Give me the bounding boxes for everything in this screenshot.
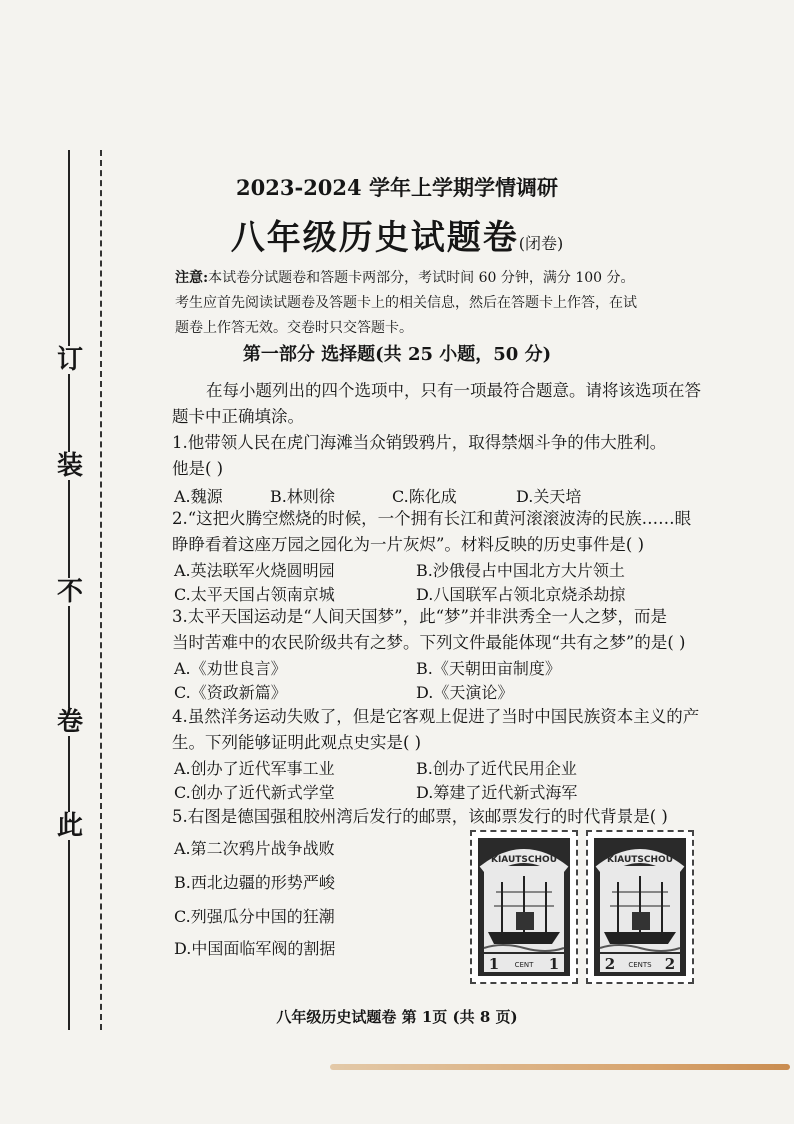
stamp-unit: CENTS bbox=[628, 961, 652, 969]
section-title: 第一部分 选择题(共 25 小题，50 分) bbox=[242, 344, 552, 365]
exam-title-note: (闭卷) bbox=[518, 234, 564, 253]
q3-option-b: B.《天朝田亩制度》 bbox=[416, 659, 561, 678]
q2-option-b: B.沙俄侵占中国北方大片领土 bbox=[416, 561, 625, 580]
question-3-line-2: 当时苦难中的农民阶级共有之梦。下列文件最能体现“共有之梦”的是( ) bbox=[172, 633, 686, 652]
section-instruction-2: 题卡中正确填涂。 bbox=[172, 407, 304, 426]
q4-option-b: B.创办了近代民用企业 bbox=[416, 759, 577, 778]
exam-subtitle: 2023-2024 学年上学期学情调研 bbox=[236, 175, 558, 200]
scan-bottom-edge bbox=[330, 1064, 790, 1070]
question-3-line-1: 3.太平天国运动是“人间天国梦”，此“梦”并非洪秀全一人之梦，而是 bbox=[172, 607, 667, 626]
q1-option-a: A.魏源 bbox=[174, 487, 223, 506]
page-footer: 八年级历史试题卷 第 1页 (共 8 页) bbox=[276, 1008, 518, 1026]
q3-option-d: D.《天演论》 bbox=[416, 683, 514, 702]
question-4-options-row-2 bbox=[172, 780, 732, 804]
q5-option-a: A.第二次鸦片战争战败 bbox=[174, 839, 335, 858]
binding-char-juan: 卷 bbox=[56, 707, 83, 737]
q5-option-b: B.西北边疆的形势严峻 bbox=[174, 873, 335, 892]
notice-label: 注意: bbox=[175, 270, 209, 286]
stamp-1-cent bbox=[470, 830, 578, 984]
question-1-line-2: 他是( ) bbox=[172, 459, 224, 478]
question-1-options bbox=[172, 484, 732, 508]
binding-char-bu: 不 bbox=[56, 577, 83, 607]
exam-title bbox=[0, 210, 794, 259]
q1-option-b: B.林则徐 bbox=[270, 487, 335, 506]
exam-title-text: 八年级历史试题卷 bbox=[230, 218, 519, 258]
q2-option-d: D.八国联军占领北京烧杀劫掠 bbox=[416, 585, 626, 604]
question-2-options-row-2 bbox=[172, 582, 732, 606]
q4-option-d: D.筹建了近代新式海军 bbox=[416, 783, 578, 802]
question-2-line-1: 2.“这把火腾空燃烧的时候，一个拥有长江和黄河滚滚波涛的民族……眼 bbox=[172, 509, 692, 528]
q2-option-a: A.英法联军火烧圆明园 bbox=[174, 561, 335, 580]
binding-dashed-line bbox=[100, 150, 102, 1030]
question-4-line-2: 生。下列能够证明此观点史实是( ) bbox=[172, 733, 422, 752]
stamp-2-cents bbox=[586, 830, 694, 984]
q4-option-c: C.创办了近代新式学堂 bbox=[174, 783, 335, 802]
question-1-line-1: 1.他带领人民在虎门海滩当众销毁鸦片，取得禁烟斗争的伟大胜利。 bbox=[172, 433, 667, 452]
q3-option-a: A.《劝世良言》 bbox=[174, 659, 287, 678]
binding-char-ci: 此 bbox=[56, 811, 83, 841]
stamp-value-right: 2 bbox=[664, 955, 676, 973]
question-3-options-row-2 bbox=[172, 680, 732, 704]
q5-option-d: D.中国面临军阀的割据 bbox=[174, 939, 336, 958]
binding-char-ding: 订 bbox=[56, 345, 83, 375]
stamp-unit: CENT bbox=[514, 961, 534, 969]
stamp-name: KIAUTSCHOU bbox=[606, 855, 674, 865]
question-2-line-2: 睁睁看着这座万园之园化为一片灰烬”。材料反映的历史事件是( ) bbox=[172, 535, 645, 554]
q5-option-c: C.列强瓜分中国的狂潮 bbox=[174, 907, 335, 926]
stamp-ship-image bbox=[588, 832, 692, 982]
question-3-options-row-1 bbox=[172, 656, 732, 680]
stamp-value-left: 2 bbox=[604, 955, 616, 973]
stamp-value-left: 1 bbox=[488, 955, 500, 973]
q4-option-a: A.创办了近代军事工业 bbox=[174, 759, 335, 778]
notice-text: 本试卷分试题卷和答题卡两部分，考试时间 60 分钟，满分 100 分。考生应首先阅读试题卷及答题卡上的相关信息，然后在答题卡上作答，在试题卷上作答无效。交卷时只交答题卡。 bbox=[175, 270, 637, 336]
q2-option-c: C.太平天国占领南京城 bbox=[174, 585, 335, 604]
binding-char-zhuang: 装 bbox=[56, 451, 83, 481]
stamp-name: KIAUTSCHOU bbox=[490, 855, 558, 865]
exam-notice bbox=[175, 266, 645, 341]
question-4-line-1: 4.虽然洋务运动失败了，但是它客观上促进了当时中国民族资本主义的产 bbox=[172, 707, 700, 726]
q1-option-d: D.关天培 bbox=[516, 487, 582, 506]
stamp-value-right: 1 bbox=[548, 955, 560, 973]
q1-option-c: C.陈化成 bbox=[392, 487, 457, 506]
question-4-options-row-1 bbox=[172, 756, 732, 780]
stamp-ship-image bbox=[472, 832, 576, 982]
question-2-options-row-1 bbox=[172, 558, 732, 582]
q3-option-c: C.《资政新篇》 bbox=[174, 683, 287, 702]
section-instruction-1: 在每小题列出的四个选项中，只有一项最符合题意。请将该选项在答 bbox=[206, 381, 701, 400]
question-5-line-1: 5.右图是德国强租胶州湾后发行的邮票，该邮票发行的时代背景是( ) bbox=[172, 807, 668, 826]
